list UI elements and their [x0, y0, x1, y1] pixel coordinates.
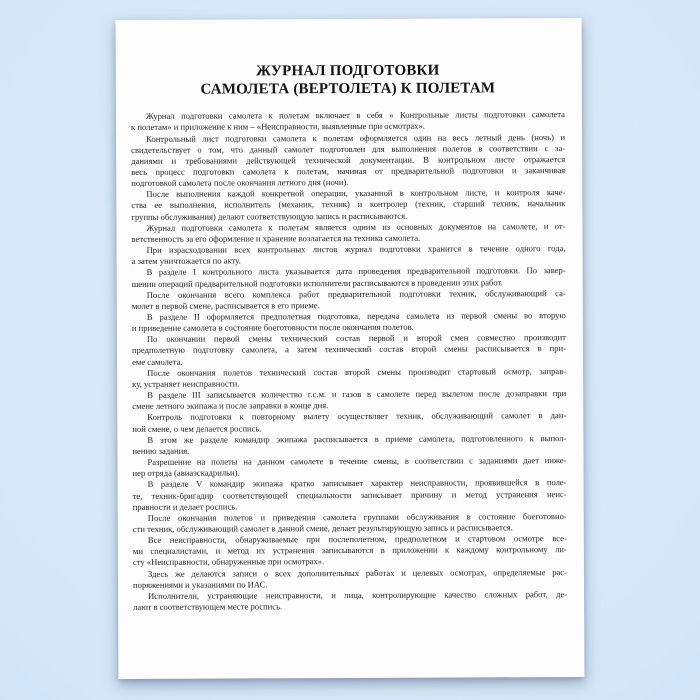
text-line: молет в первой смене, расписывается в его приеме.: [131, 299, 320, 311]
text-line: подготовкой самолета после окончания летного дня (ночи).: [131, 177, 349, 189]
text-line: свидетельствует о том, что данный самолет подготовлен для выполнения полетов в соответствии с за-: [131, 142, 566, 155]
text-line: предполетную подготовку самолета, а затем технический состав второй смены расписывается в при-: [131, 343, 567, 356]
text-line: По окончании первой смены технический состав первой и второй смен совместно производит: [146, 332, 566, 345]
paragraph: [133, 477, 567, 512]
paragraph: [132, 388, 566, 412]
text-line: Разрешение на полеты на данном самолете в течение смены, в соответствии с заданиями дает инже-: [147, 455, 567, 467]
text-line: а затем уничтожается по акту.: [131, 255, 241, 267]
text-line: Контрольный лист подготовки самолета к полетам оформляется один на весь летный день (ночь) и: [146, 131, 566, 144]
text-line: ку, устраняет неисправности.: [132, 378, 240, 389]
text-line: те, техник-бригадир соответствующей специальности записывает причину и метод устранения неис-: [132, 488, 567, 501]
text-line: После окончания полетов технический состав второй смены производит стартовый осмотр, заправ-: [147, 365, 567, 378]
text-line: Журнал подготовки самолета к полетам является одним из основных документов на самолете, и от-: [146, 220, 566, 233]
text-line: При израсходовании всех контрольных листов журнал подготовки хранится в течение одного года,: [146, 243, 566, 255]
text-line: ми специалистами, и метод их устранения записываются в приложении к каждому контрольному ли-: [132, 544, 567, 557]
paragraph: [132, 332, 566, 367]
document-title: [131, 62, 565, 99]
text-line: нению задания.: [132, 445, 190, 456]
document-page: [116, 18, 585, 679]
paragraph: [132, 366, 566, 390]
text-line: В разделе II оформляется предполетная подготовка, передача самолета из первой смены во вторую: [146, 310, 566, 322]
text-line: В разделе V командир экипажа кратко записывает характер неисправности, проявившейся в поле-: [147, 477, 567, 490]
text-line: весь процесс подготовки самолета к полетам, начиная от предварительной подготовки и заканчивая: [131, 165, 566, 177]
text-line: лают в соответствующем месте роспись.: [133, 601, 283, 613]
text-line: группы обслуживания) делают соответствующую запись и расписываются.: [131, 210, 408, 222]
text-line: даниями и требованиями действующей технической документации. В контрольном листе отражается: [131, 153, 566, 166]
text-line: В разделе III записывается количество г.с.м. и газов в самолете перед вылетом после дозаправки при: [147, 388, 567, 400]
text-line: смене летного экипажа и после заправки в конце дня.: [132, 400, 329, 412]
text-line: к полетам» и приложение к ним – «Неисправности, выявленные при осмотрах».: [131, 121, 425, 133]
text-line: В разделе I контрольного листа указывается дата проведения предварительной подготовки. По завер-: [146, 265, 566, 278]
paragraph: [133, 589, 567, 613]
text-line: шении операций предварительной подготовки исполнители расписываются в проведении этих работ.: [131, 276, 503, 289]
paragraph: [132, 455, 566, 479]
text-line: ной смене, о чем делается роспись.: [132, 422, 262, 434]
text-line: Все неисправности, обнаруживаемые при послеполетном, предполетном и стартовом осмотре все-: [147, 533, 567, 546]
text-line: правности и делает роспись.: [132, 501, 238, 512]
paragraph: [133, 533, 567, 568]
text-line: После окончания всего комплекса работ предварительной подготовки техник, обслуживающий са-: [146, 287, 566, 300]
text-line: Здесь же делаются записи о всех дополнительных работах и целевых осмотрах, определяемые рас-: [147, 566, 567, 579]
paragraph: [132, 310, 566, 334]
paragraph: [131, 221, 565, 245]
text-line: ства ее выполнения, исполнитель (механик, техник) и контролер (техник, старший техник, начальник: [131, 198, 566, 211]
text-line: и приведение самолета в состояние боеготовности после окончания полетов.: [131, 321, 414, 334]
document-title-line-2: САМОЛЕТА (ВЕРТОЛЕТА) К ПОЛЕТАМ: [200, 79, 496, 98]
text-line: В этом же разделе командир экипажа расписывается в приеме самолета, подготовленного к выпол-: [147, 432, 567, 445]
paragraph: [133, 511, 567, 535]
text-line: Журнал подготовки самолета к полетам включает в себя « Контрольные листы подготовки самолета: [145, 109, 566, 122]
text-line: нер отряда (авиаэскадрильи).: [132, 467, 240, 479]
paragraph: [132, 265, 566, 289]
text-line: сту «Неисправности, обнаруженные при осмотрах».: [132, 556, 325, 568]
document-body: [131, 109, 567, 613]
paragraph: [132, 433, 566, 457]
text-line: После окончания полетов и приведения самолета группами обслуживания в состояние боеготовно-: [147, 510, 567, 523]
paragraph: [131, 132, 565, 190]
paragraph: [132, 243, 566, 267]
text-line: сти техник, обслуживающий самолет в данной смене, делает результирующую запись и расписывается.: [132, 522, 513, 534]
text-line: еме самолета.: [132, 356, 183, 367]
text-line: поряжениями и указаниями по ИАС.: [133, 579, 268, 590]
paragraph: [132, 288, 566, 312]
document-title-line-1: ЖУРНАЛ ПОДГОТОВКИ: [256, 62, 440, 80]
text-line: После выполнения каждой конкретной операции, указанной в контрольном листе, и контроля каче-: [146, 187, 566, 200]
text-line: Контроль подготовки к повторному вылету осуществляет техник, обслуживающий самолет в дан-: [147, 410, 567, 423]
text-line: ветственность за его оформление и хранение возлагается на техника самолета.: [131, 232, 421, 244]
paragraph: [132, 410, 566, 434]
paragraph: [131, 187, 565, 222]
paragraph: [133, 567, 567, 591]
paragraph: [131, 109, 565, 133]
text-line: Исполнители, устраняющие неисправности, и лица, контролирующие качество сложных работ, де-: [148, 588, 568, 601]
